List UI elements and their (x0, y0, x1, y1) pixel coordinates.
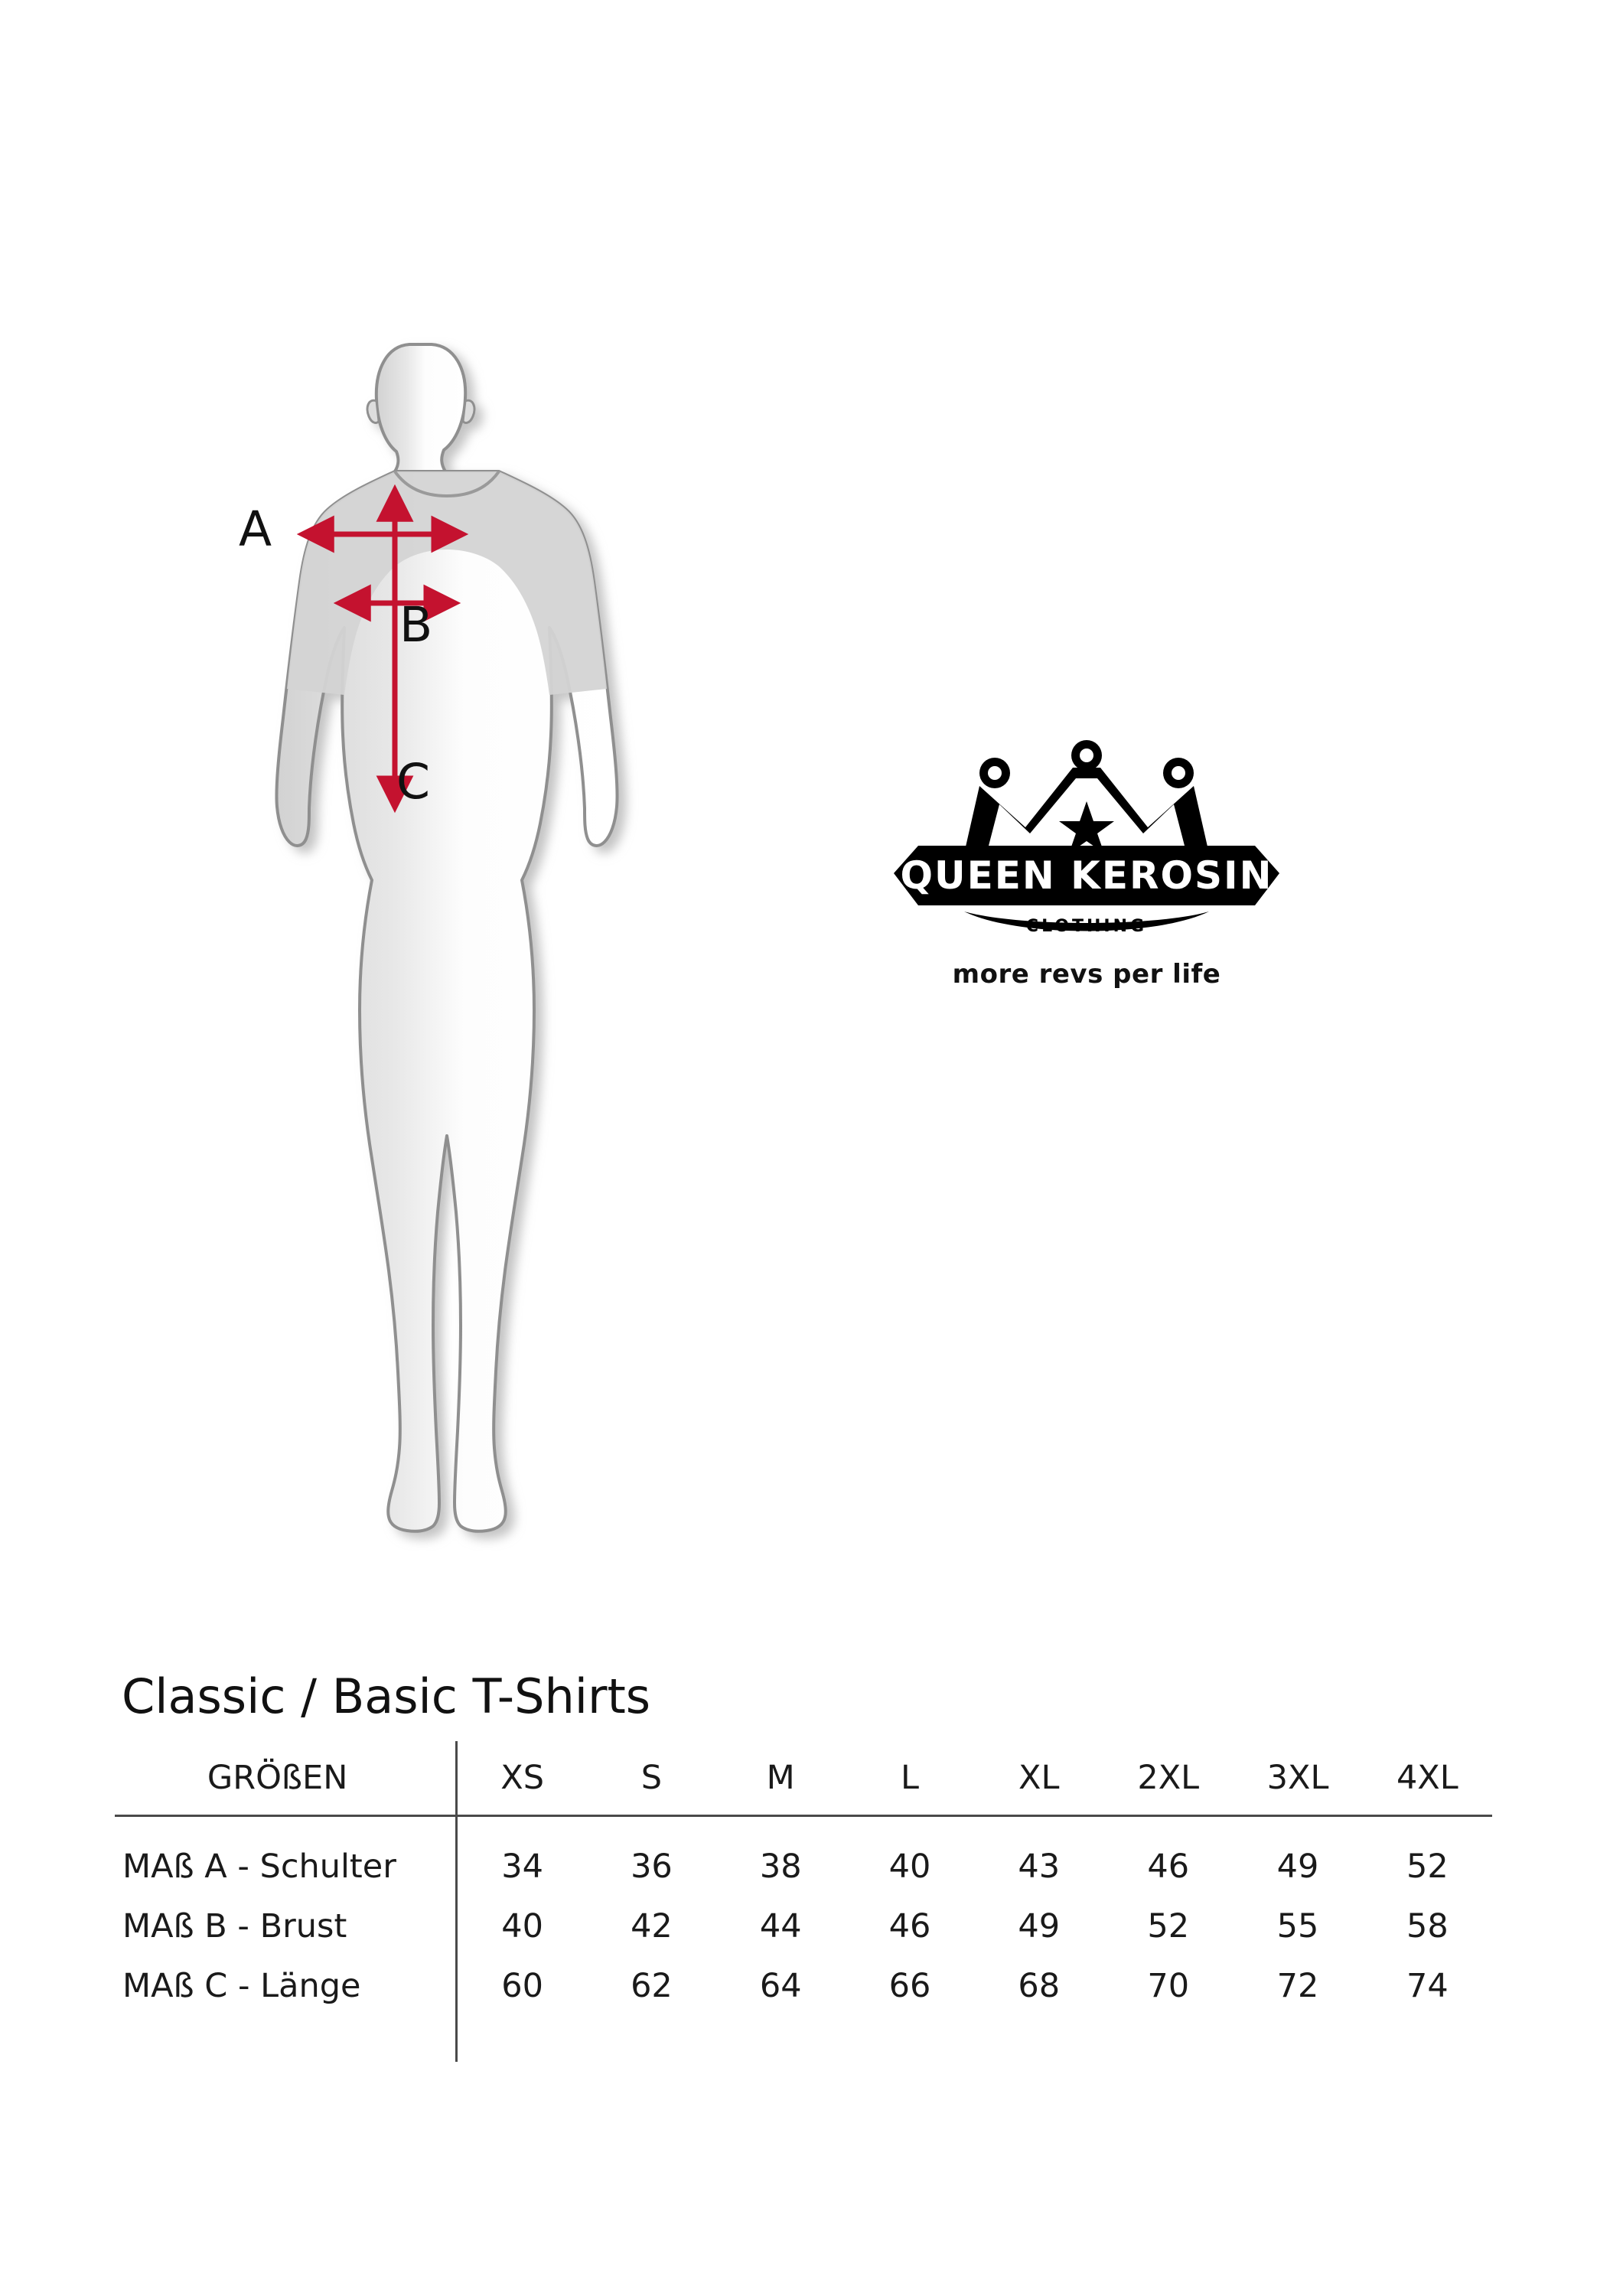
table-header-sizes-label: GRÖßEN (115, 1741, 457, 1815)
table-spacer (115, 1816, 1492, 1838)
body-silhouette-illustration (230, 337, 658, 1584)
table-header-s: S (640, 1759, 663, 1797)
cell-c-2xl: 70 (1147, 1967, 1190, 2005)
label-a: A (239, 501, 272, 557)
cell-c-s: 62 (631, 1967, 673, 2005)
table-header-3xl: 3XL (1266, 1759, 1329, 1797)
cell-c-xl: 68 (1018, 1967, 1061, 2005)
cell-c-xs: 60 (501, 1967, 544, 2005)
table-header-row (115, 1741, 1492, 1815)
cell-b-xs: 40 (501, 1907, 544, 1945)
cell-c-3xl: 72 (1276, 1967, 1319, 2005)
cell-a-3xl: 49 (1276, 1848, 1319, 1886)
table-header-m: M (766, 1759, 795, 1797)
cell-b-l: 46 (888, 1907, 931, 1945)
table-row (115, 1896, 1492, 1956)
table-bottom-spacer (115, 2016, 1492, 2062)
crown-logo-icon (872, 731, 1301, 953)
label-b: B (399, 597, 433, 653)
cell-b-3xl: 55 (1276, 1907, 1319, 1945)
logo-brand-text: QUEEN KEROSIN (900, 853, 1273, 898)
table-header-xl: XL (1018, 1759, 1060, 1797)
cell-c-l: 66 (888, 1967, 931, 2005)
logo-tagline: more revs per life (952, 959, 1221, 990)
cell-a-l: 40 (888, 1848, 931, 1886)
cell-b-2xl: 52 (1147, 1907, 1190, 1945)
brand-logo (865, 731, 1309, 1037)
row-label-length: MAß C - Länge (115, 1956, 457, 2016)
table-row (115, 1956, 1492, 2016)
table-header-xs: XS (500, 1759, 545, 1797)
table-row (115, 1837, 1492, 1896)
size-table (115, 1741, 1492, 2062)
cell-b-xl: 49 (1018, 1907, 1061, 1945)
table-header-4xl: 4XL (1396, 1759, 1458, 1797)
size-table-section (115, 1668, 1515, 2062)
cell-a-4xl: 52 (1406, 1848, 1449, 1886)
logo-sub-text: CLOTHING (1025, 917, 1148, 936)
cell-b-m: 44 (759, 1907, 802, 1945)
row-label-chest: MAß B - Brust (115, 1896, 457, 1956)
page-title: Classic / Basic T-Shirts (122, 1668, 651, 1724)
cell-a-2xl: 46 (1147, 1848, 1190, 1886)
cell-b-4xl: 58 (1406, 1907, 1449, 1945)
row-label-shoulder: MAß A - Schulter (115, 1837, 457, 1896)
label-c: C (396, 754, 430, 810)
cell-c-4xl: 74 (1406, 1967, 1449, 2005)
cell-a-m: 38 (759, 1848, 802, 1886)
cell-b-s: 42 (631, 1907, 673, 1945)
table-header-l: L (900, 1759, 919, 1797)
cell-c-m: 64 (759, 1967, 802, 2005)
cell-a-xl: 43 (1018, 1848, 1061, 1886)
table-header-2xl: 2XL (1137, 1759, 1200, 1797)
cell-a-xs: 34 (501, 1848, 544, 1886)
cell-a-s: 36 (631, 1848, 673, 1886)
